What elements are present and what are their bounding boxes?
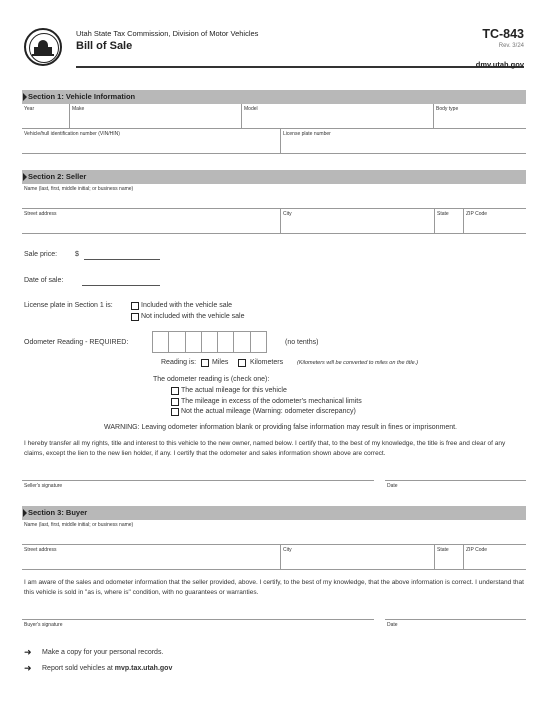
no-tenths-note: (no tenths) — [285, 339, 319, 346]
state-seal-logo — [24, 28, 62, 66]
year-label: Year — [24, 106, 35, 112]
dollar-sign: $ — [75, 251, 79, 258]
plate-included-checkbox[interactable] — [131, 302, 139, 310]
buyer-date-field[interactable] — [385, 619, 526, 620]
actual-mileage-label: The actual mileage for this vehicle — [181, 387, 287, 394]
not-actual-mileage-checkbox[interactable] — [171, 408, 179, 416]
body-type-label: Body type — [436, 106, 459, 112]
buyer-state-label: State — [437, 547, 449, 553]
sale-price-label: Sale price: — [24, 251, 58, 258]
buyer-street-label: Street address — [24, 547, 57, 553]
vin-row-line[interactable] — [22, 153, 526, 154]
buyer-name-line[interactable] — [22, 544, 526, 545]
odometer-label: Odometer Reading - REQUIRED: — [24, 339, 129, 346]
page-title: Bill of Sale — [76, 40, 133, 52]
divider — [241, 104, 242, 128]
vin-label: Vehicle/hull identification number (VIN/HIN) — [24, 131, 120, 137]
actual-mileage-checkbox[interactable] — [171, 387, 179, 395]
plate-not-included-checkbox[interactable] — [131, 313, 139, 321]
plate-included-label: Included with the vehicle sale — [141, 302, 233, 309]
divider — [280, 545, 281, 569]
seller-state-label: State — [437, 211, 449, 217]
section2-header: Section 2: Seller — [22, 170, 526, 184]
report-sold-note — [42, 665, 172, 672]
copy-records-note: Make a copy for your personal records. — [42, 649, 164, 656]
buyer-signature-field[interactable] — [22, 619, 374, 620]
odometer-input[interactable] — [152, 331, 267, 353]
reading-is-label: Reading is: — [161, 359, 197, 366]
agency-name: Utah State Tax Commission, Division of Motor Vehicles — [76, 29, 259, 38]
seller-name-label: Name (last, first, middle initial; or business name) — [24, 186, 134, 192]
buyer-signature-label: Buyer's signature — [24, 622, 63, 628]
reading-check-label: The odometer reading is (check one): — [153, 376, 270, 383]
report-link[interactable]: mvp.tax.utah.gov — [114, 665, 173, 672]
odometer-warning: WARNING: Leaving odometer information blank or providing false information may result in fines or imprisonment. — [104, 424, 458, 431]
seller-name-line[interactable] — [22, 208, 526, 209]
header-divider — [76, 66, 524, 68]
seller-city-label: City — [283, 211, 292, 217]
section1-header: Section 1: Vehicle Information — [22, 90, 526, 104]
divider — [280, 209, 281, 233]
form-number: TC-843 — [482, 27, 524, 41]
section3-header: Section 3: Buyer — [22, 506, 526, 520]
revision-date: Rev. 3/24 — [498, 43, 524, 49]
divider — [434, 209, 435, 233]
plate-not-included-label: Not included with the vehicle sale — [141, 313, 245, 320]
vehicle-row-line[interactable] — [22, 128, 526, 129]
buyer-zip-label: ZIP Code — [466, 547, 488, 553]
divider — [69, 104, 70, 128]
seller-date-label: Date — [387, 483, 398, 489]
buyer-city-label: City — [283, 547, 292, 553]
date-of-sale-field[interactable] — [82, 285, 160, 286]
website-link[interactable]: dmv.utah.gov — [475, 60, 524, 69]
arrow-right-icon: ➜ — [24, 663, 32, 673]
divider — [280, 129, 281, 153]
kilometers-label: Kilometers — [250, 359, 284, 366]
miles-checkbox[interactable] — [201, 359, 209, 367]
buyer-date-label: Date — [387, 622, 398, 628]
seller-zip-label: ZIP Code — [466, 211, 488, 217]
divider — [463, 545, 464, 569]
excess-mileage-label: The mileage in excess of the odometer's mechanical limits — [181, 398, 362, 405]
seller-address-line[interactable] — [22, 233, 526, 234]
model-label: Model — [244, 106, 258, 112]
divider — [433, 104, 434, 128]
seller-certification: I hereby transfer all my rights, title and interest to this vehicle to the new owner, named below. I certify that, to the best of my knowledge, the title is free and clear of any claims, except the lien to the new lien holder, if any. I certify that the odometer and sales information shown above are correct. — [24, 440, 506, 457]
divider — [463, 209, 464, 233]
plate-label: License plate number — [283, 131, 331, 137]
seller-street-label: Street address — [24, 211, 57, 217]
buyer-address-line[interactable] — [22, 569, 526, 570]
miles-label: Miles — [212, 359, 229, 366]
date-of-sale-label: Date of sale: — [24, 277, 64, 284]
plate-question: License plate in Section 1 is: — [24, 302, 113, 309]
km-conversion-note: (Kilometers will be converted to miles on the title.) — [297, 360, 419, 366]
arrow-right-icon: ➜ — [24, 647, 32, 657]
divider — [434, 545, 435, 569]
sale-price-field[interactable] — [84, 259, 160, 260]
seller-date-field[interactable] — [385, 480, 526, 481]
make-label: Make — [72, 106, 85, 112]
excess-mileage-checkbox[interactable] — [171, 398, 179, 406]
buyer-certification: I am aware of the sales and odometer information that the seller provided, above. I certify, to the best of my knowledge, that the above information is correct. I understand that this vehicle is sold in "as is, where is" condition, with no guarantees or warranties. — [24, 579, 524, 596]
buyer-name-label: Name (last, first, middle initial; or business name) — [24, 522, 134, 528]
seller-signature-label: Seller's signature — [24, 483, 63, 489]
not-actual-mileage-label: Not the actual mileage (Warning: odometer discrepancy) — [181, 408, 356, 415]
report-sold-text: Report sold vehicles at — [42, 665, 113, 672]
seller-signature-field[interactable] — [22, 480, 374, 481]
kilometers-checkbox[interactable] — [238, 359, 246, 367]
